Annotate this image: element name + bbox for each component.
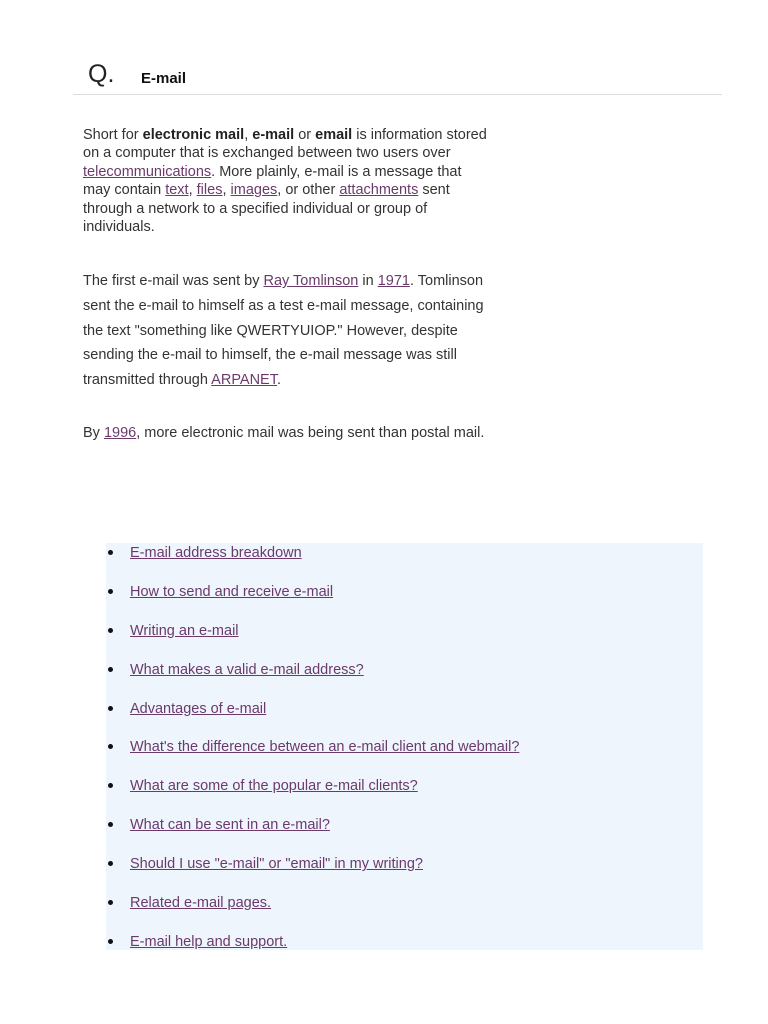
fact-paragraph — [83, 421, 488, 446]
history-paragraph — [83, 269, 488, 392]
link-telecommunications[interactable]: telecommunications — [83, 163, 212, 180]
related-link[interactable]: What's the difference between an e-mail client and webmail? — [130, 739, 520, 756]
link-arpanet[interactable]: ARPANET — [211, 371, 277, 388]
link-images[interactable]: images — [230, 182, 278, 199]
intro-text: or — [294, 127, 316, 143]
list-item — [106, 699, 703, 738]
intro-text: is information stored on a computer that is exchanged between two users over — [83, 127, 487, 162]
history-text: . — [276, 371, 282, 388]
page-title: E-mail — [141, 70, 187, 87]
list-item — [106, 543, 703, 582]
history-text: The first e-mail was sent by — [83, 273, 264, 290]
list-item — [106, 776, 703, 815]
list-item — [106, 660, 703, 699]
intro-text: sent through a network to a specified individual or group of individuals. — [83, 182, 450, 236]
related-link[interactable]: What are some of the popular e-mail clients? — [130, 778, 418, 795]
intro-text: , — [244, 127, 253, 143]
link-1996[interactable]: 1996 — [103, 425, 137, 442]
related-link[interactable]: How to send and receive e-mail — [130, 583, 334, 600]
related-link[interactable]: E-mail help and support. — [130, 933, 288, 950]
page-header — [73, 56, 722, 95]
question-mark-label: Q. — [88, 60, 115, 88]
intro-bold-term: email — [315, 127, 353, 143]
list-item — [106, 893, 703, 932]
list-item — [106, 582, 703, 621]
link-text[interactable]: text — [165, 182, 189, 199]
list-item — [106, 815, 703, 854]
related-link[interactable]: What makes a valid e-mail address? — [130, 661, 364, 678]
related-link[interactable]: Related e-mail pages. — [130, 895, 272, 912]
intro-paragraph — [83, 126, 488, 236]
list-item — [106, 932, 703, 971]
intro-text: . More plainly, e-mail is a message that may contain — [83, 163, 462, 199]
fact-text: , more electronic mail was being sent than postal mail. — [136, 425, 485, 442]
related-links-list — [106, 543, 703, 971]
related-link[interactable]: Should I use "e-mail" or "email" in my writing? — [130, 856, 423, 873]
link-1971[interactable]: 1971 — [377, 273, 410, 290]
link-files[interactable]: files — [196, 182, 223, 199]
related-link[interactable]: E-mail address breakdown — [130, 545, 302, 561]
related-link[interactable]: What can be sent in an e-mail? — [130, 817, 330, 834]
intro-text: , — [222, 182, 231, 199]
related-links-box — [106, 543, 703, 950]
intro-bold-term: electronic mail — [142, 127, 245, 143]
intro-bold-term: e-mail — [252, 127, 295, 143]
link-attachments[interactable]: attachments — [339, 182, 419, 199]
fact-text: By — [83, 425, 104, 442]
article-body — [83, 126, 488, 446]
list-item — [106, 621, 703, 660]
history-text: in — [358, 273, 378, 290]
intro-text: , or other — [277, 182, 340, 199]
related-link[interactable]: Advantages of e-mail — [130, 700, 267, 717]
history-text: . Tomlinson sent the e-mail to himself as a test e-mail message, containing the text "something like QWERTYUIOP." However, despite sending the e-mail to himself, the e-mail message was still transmitted through — [83, 273, 484, 388]
related-link[interactable]: Writing an e-mail — [130, 622, 239, 639]
link-ray-tomlinson[interactable]: Ray Tomlinson — [263, 273, 359, 290]
list-item — [106, 737, 703, 776]
list-item — [106, 854, 703, 893]
intro-text: Short for — [83, 127, 143, 143]
intro-text: , — [188, 182, 197, 199]
